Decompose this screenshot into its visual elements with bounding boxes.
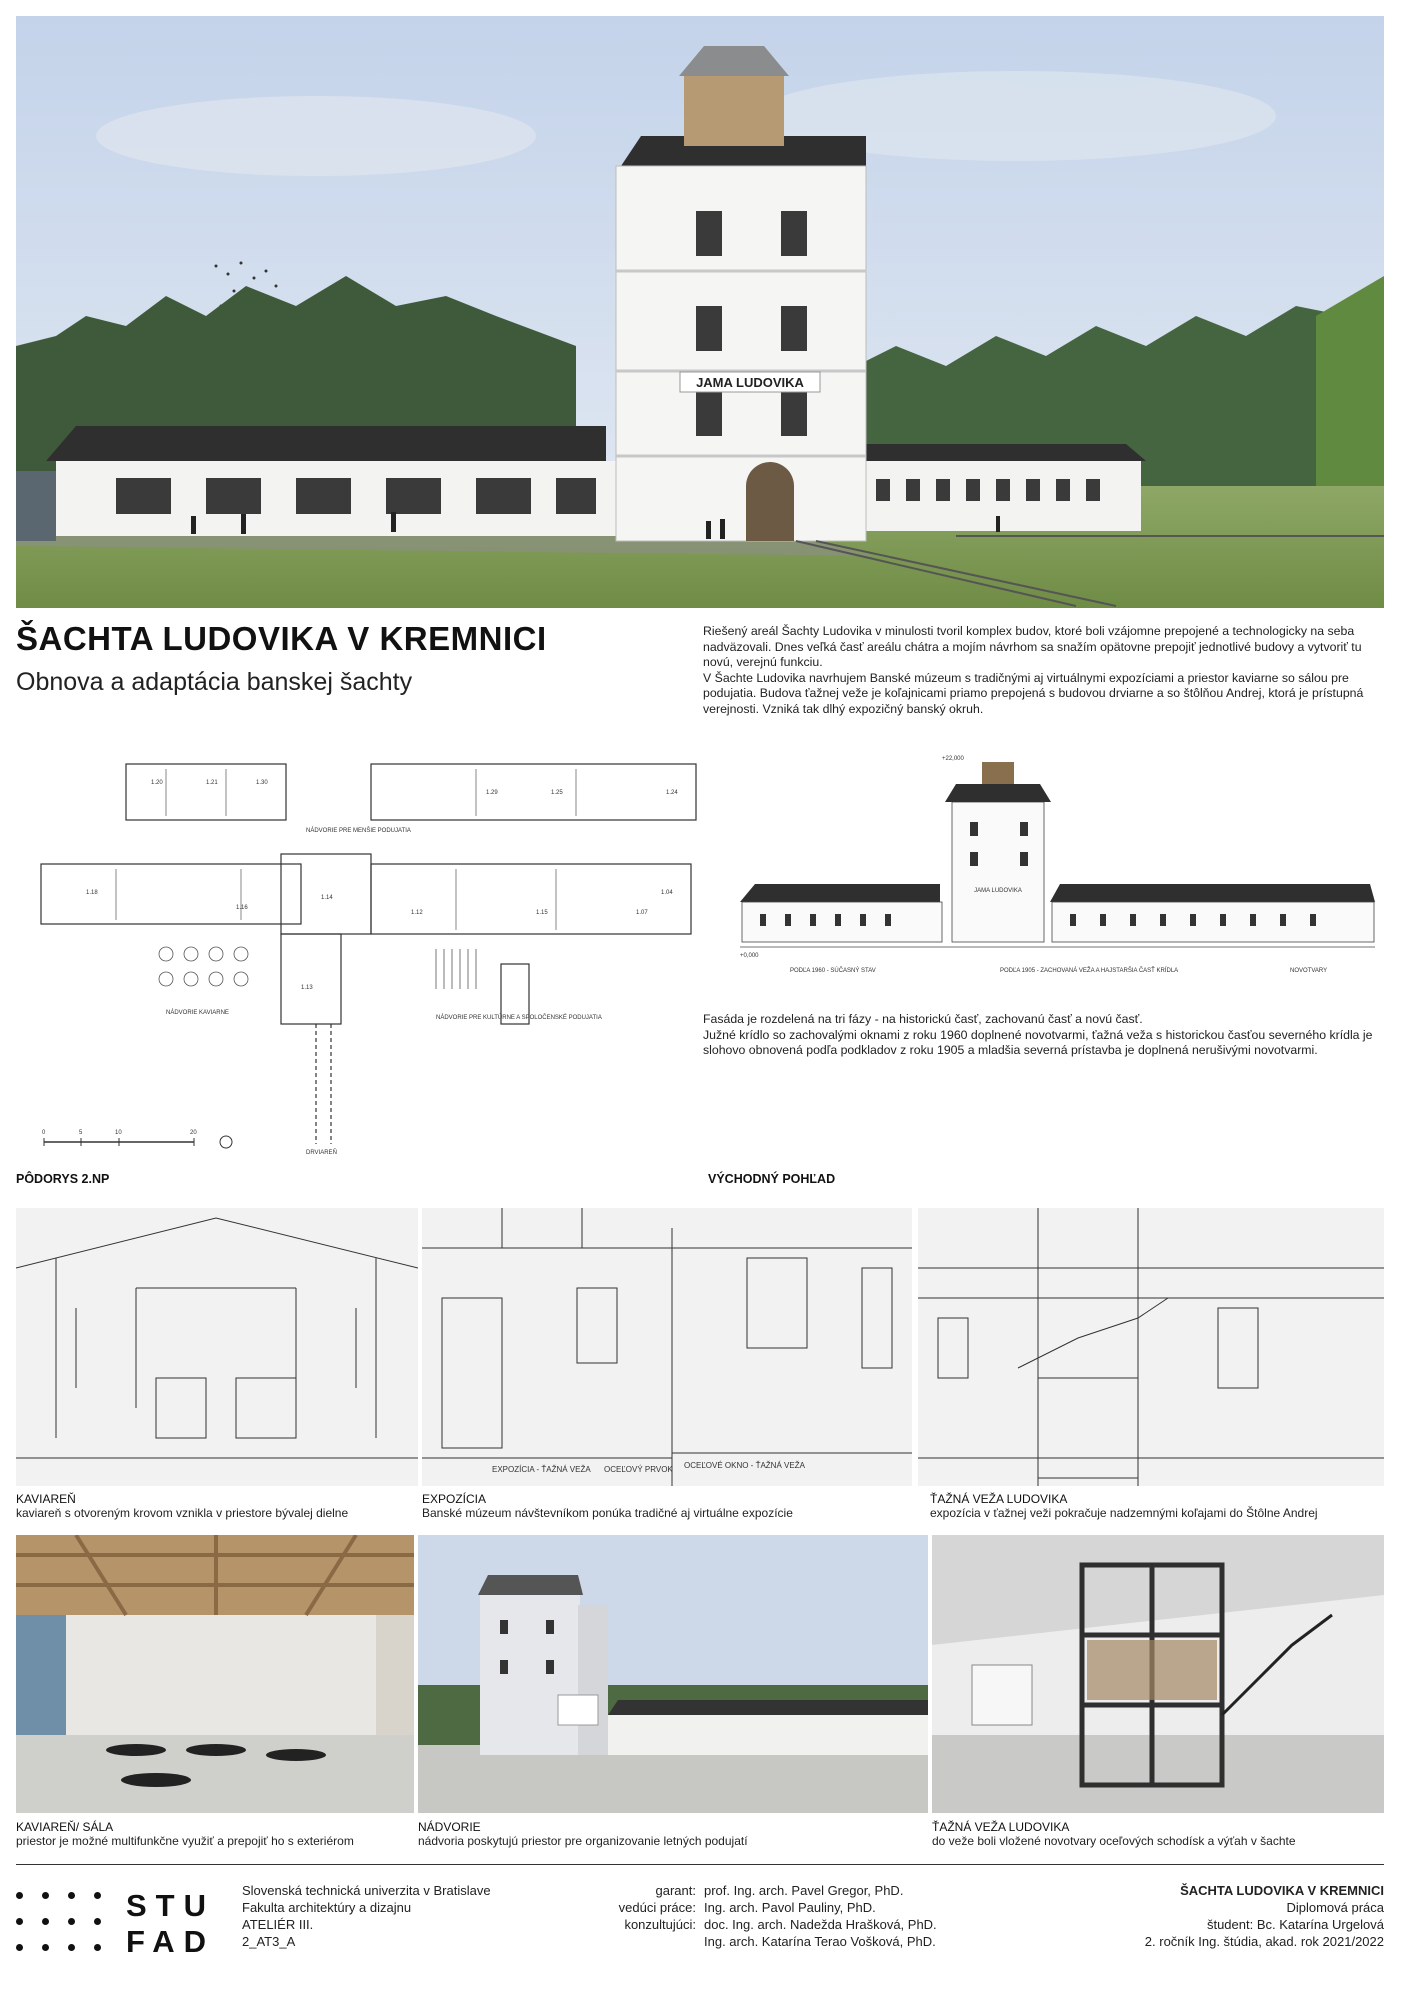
- room-number: 1.04: [661, 890, 673, 896]
- caption-title: ŤAŽNÁ VEŽA LUDOVIKA: [930, 1492, 1068, 1506]
- caption-render-courtyard: [418, 1820, 748, 1848]
- footer-school-line: Slovenská technická univerzita v Bratislave: [242, 1883, 491, 1898]
- floor-plan-label: PÔDORYS 2.NP: [16, 1172, 110, 1186]
- facade-text: [703, 1012, 1385, 1059]
- caption-title: KAVIAREŇ/ SÁLA: [16, 1820, 114, 1834]
- facade-paragraph: Fasáda je rozdelená na tri fázy - na historickú časť, zachovanú časť a novú časť.: [703, 1012, 1143, 1026]
- footer-school-line: 2_AT3_A: [242, 1934, 296, 1949]
- footer-divider: [16, 1864, 1384, 1865]
- sketch-tower: [918, 1208, 1384, 1486]
- footer-project-info: [1030, 1882, 1384, 1950]
- area-label: NÁDVORIE KAVIARNE: [166, 1010, 229, 1016]
- caption-text: do veže boli vložené novotvary oceľových schodísk a výťah v šachte: [932, 1834, 1296, 1848]
- room-number: 1.07: [636, 910, 648, 916]
- stu-fad-logo: [126, 1888, 215, 1960]
- room-number: 1.16: [236, 905, 248, 911]
- caption-text: priestor je možné multifunkčne využiť a prepojiť ho s exteriérom: [16, 1834, 354, 1848]
- tower-sign: JAMA LUDOVIKA: [696, 375, 804, 390]
- room-number: 1.30: [256, 780, 268, 786]
- east-elevation-drawing: [730, 752, 1385, 992]
- footer-person: prof. Ing. arch. Pavel Gregor, PhD.: [704, 1883, 904, 1898]
- scale-bar: [42, 1130, 232, 1148]
- render-cafe-hall: [16, 1535, 414, 1813]
- elevation-phase: PODĽA 1905 - ZACHOVANÁ VEŽA A HAJSTARŠIA ČASŤ KRÍDLA: [1000, 968, 1179, 974]
- area-label: NÁDVORIE PRE MENŠIE PODUJATIA: [306, 828, 411, 834]
- render-courtyard-image: [418, 1535, 928, 1813]
- logo-bottom-text: FAD: [126, 1924, 215, 1959]
- caption-title: EXPOZÍCIA: [422, 1492, 487, 1506]
- footer-role: vedúci práce:: [618, 1900, 696, 1915]
- stu-fad-logo-dots: [16, 1892, 112, 1962]
- sketch-note: OCEĽOVÉ OKNO - ŤAŽNÁ VEŽA: [684, 1461, 805, 1470]
- scale-tick: 20: [190, 1130, 197, 1136]
- elevation-label: VÝCHODNÝ POHĽAD: [708, 1172, 836, 1186]
- east-elevation: [730, 752, 1385, 992]
- render-tower-interior-image: [932, 1535, 1384, 1813]
- room-number: 1.24: [666, 790, 678, 796]
- footer-role: garant:: [655, 1883, 696, 1898]
- intro-paragraph: V Šachte Ludovika navrhujem Banské múzeum s tradičnými aj virtuálnymi expozíciami a priestor kaviarne so sálou pre podujatia. Budova ťažnej veže je koľajnicami priamo prepojená s budovou drviarne a so štôlňou Andrej, ktorá je prístupná verejnosti. Vzniká tak dlhý expozičný banský okruh.: [703, 670, 1364, 716]
- elevation-sign: JAMA LUDOVIKA: [974, 888, 1022, 894]
- room-number: 1.12: [411, 910, 423, 916]
- footer-role: [560, 1933, 696, 1950]
- caption-title: NÁDVORIE: [418, 1820, 481, 1834]
- elevation-level: +22,000: [942, 756, 964, 762]
- footer-school: [242, 1882, 491, 1950]
- scale-tick: 0: [42, 1130, 46, 1136]
- room-number: 1.25: [551, 790, 563, 796]
- intro-text: [703, 624, 1385, 717]
- caption-text: expozícia v ťažnej veži pokračuje nadzemnými koľajami do Štôlne Andrej: [930, 1506, 1318, 1520]
- room-number: 1.13: [301, 985, 313, 991]
- intro-paragraph: Riešený areál Šachty Ludovika v minulosti tvoril komplex budov, ktoré boli vzájomne prepojené a technologicky na seba nadväzovali. Dnes veľká časť areálu chátra a mojím návrhom sa snažím opätovne prepojiť jednotlivé budovy a vytvoriť tu novú, verejnú funkciu.: [703, 624, 1362, 669]
- page-subtitle: Obnova a adaptácia banskej šachty: [16, 668, 413, 696]
- elevation-level: +0,000: [740, 953, 759, 959]
- room-number: 1.21: [206, 780, 218, 786]
- caption-text: kaviareň s otvoreným krovom vznikla v priestore bývalej dielne: [16, 1506, 349, 1520]
- footer-project-title: ŠACHTA LUDOVIKA V KREMNICI: [1180, 1883, 1384, 1898]
- room-number: 1.29: [486, 790, 498, 796]
- sketch-tower-image: [918, 1208, 1384, 1486]
- footer-school-line: Fakulta architektúry a dizajnu: [242, 1900, 412, 1915]
- footer-student: študent: Bc. Katarína Urgelová: [1206, 1917, 1384, 1932]
- sketch-note: EXPOZÍCIA - ŤAŽNÁ VEŽA: [492, 1465, 591, 1474]
- footer-person: doc. Ing. arch. Nadežda Hrašková, PhD.: [704, 1917, 937, 1932]
- sketch-exhibition-image: [422, 1208, 912, 1486]
- floor-plan: [16, 724, 706, 1164]
- area-label: NÁDVORIE PRE KULTÚRNE A SPOLOČENSKÉ PODUJATIA: [436, 1015, 602, 1021]
- footer-year: 2. ročník Ing. štúdia, akad. rok 2021/2022: [1144, 1934, 1384, 1949]
- footer-roles: [560, 1882, 696, 1950]
- area-label: DRVIAREŇ: [306, 1150, 337, 1156]
- sketch-note: OCEĽOVÝ PRVOK: [604, 1465, 673, 1474]
- caption-render-tower: [932, 1820, 1296, 1848]
- logo-top-text: STU: [126, 1888, 215, 1923]
- sketch-cafe-image: [16, 1208, 418, 1486]
- sketch-exhibition: [422, 1208, 912, 1486]
- render-cafe-hall-image: [16, 1535, 414, 1813]
- footer-school-line: ATELIÉR III.: [242, 1917, 314, 1932]
- caption-sketch-cafe: [16, 1492, 348, 1520]
- page-title: ŠACHTA LUDOVIKA V KREMNICI: [16, 620, 547, 657]
- room-number: 1.15: [536, 910, 548, 916]
- caption-sketch-exhibition: [422, 1492, 793, 1520]
- scale-tick: 10: [115, 1130, 122, 1136]
- footer-role: konzultujúci:: [624, 1917, 696, 1932]
- facade-paragraph: Južné krídlo so zachovalými oknami z roku 1960 doplnené novotvarmi, ťažná veža s historickou časťou severného krídla je slohovo obnovená podľa podkladov z roku 1905 a mladšia severná prístavba je doplnená nerušivými novotvarmi.: [703, 1027, 1373, 1057]
- elevation-phase: NOVOTVARY: [1290, 968, 1328, 974]
- caption-title: KAVIAREŇ: [16, 1492, 76, 1506]
- caption-text: Banské múzeum návštevníkom ponúka tradičné aj virtuálne expozície: [422, 1506, 793, 1520]
- sketch-cafe: [16, 1208, 418, 1486]
- footer-person: Ing. arch. Katarína Terao Vošková, PhD.: [704, 1934, 936, 1949]
- room-number: 1.14: [321, 895, 333, 901]
- caption-title: ŤAŽNÁ VEŽA LUDOVIKA: [932, 1820, 1070, 1834]
- render-tower-interior: [932, 1535, 1384, 1813]
- scale-tick: 5: [79, 1130, 83, 1136]
- room-number: 1.18: [86, 890, 98, 896]
- elevation-phase: PODĽA 1960 - SÚČASNÝ STAV: [790, 968, 876, 974]
- footer-person: Ing. arch. Pavol Pauliny, PhD.: [704, 1900, 876, 1915]
- caption-sketch-tower: [930, 1492, 1318, 1520]
- caption-text: nádvoria poskytujú priestor pre organizovanie letných podujatí: [418, 1834, 748, 1848]
- room-number: 1.20: [151, 780, 163, 786]
- hero-render-image: [16, 16, 1384, 608]
- caption-render-cafe: [16, 1820, 354, 1848]
- footer-people: [704, 1882, 937, 1950]
- footer-project-type: Diplomová práca: [1286, 1900, 1384, 1915]
- render-courtyard: [418, 1535, 928, 1813]
- hero-render: [16, 16, 1384, 608]
- north-arrow-icon: [220, 1136, 232, 1148]
- floor-plan-drawing: [16, 724, 706, 1164]
